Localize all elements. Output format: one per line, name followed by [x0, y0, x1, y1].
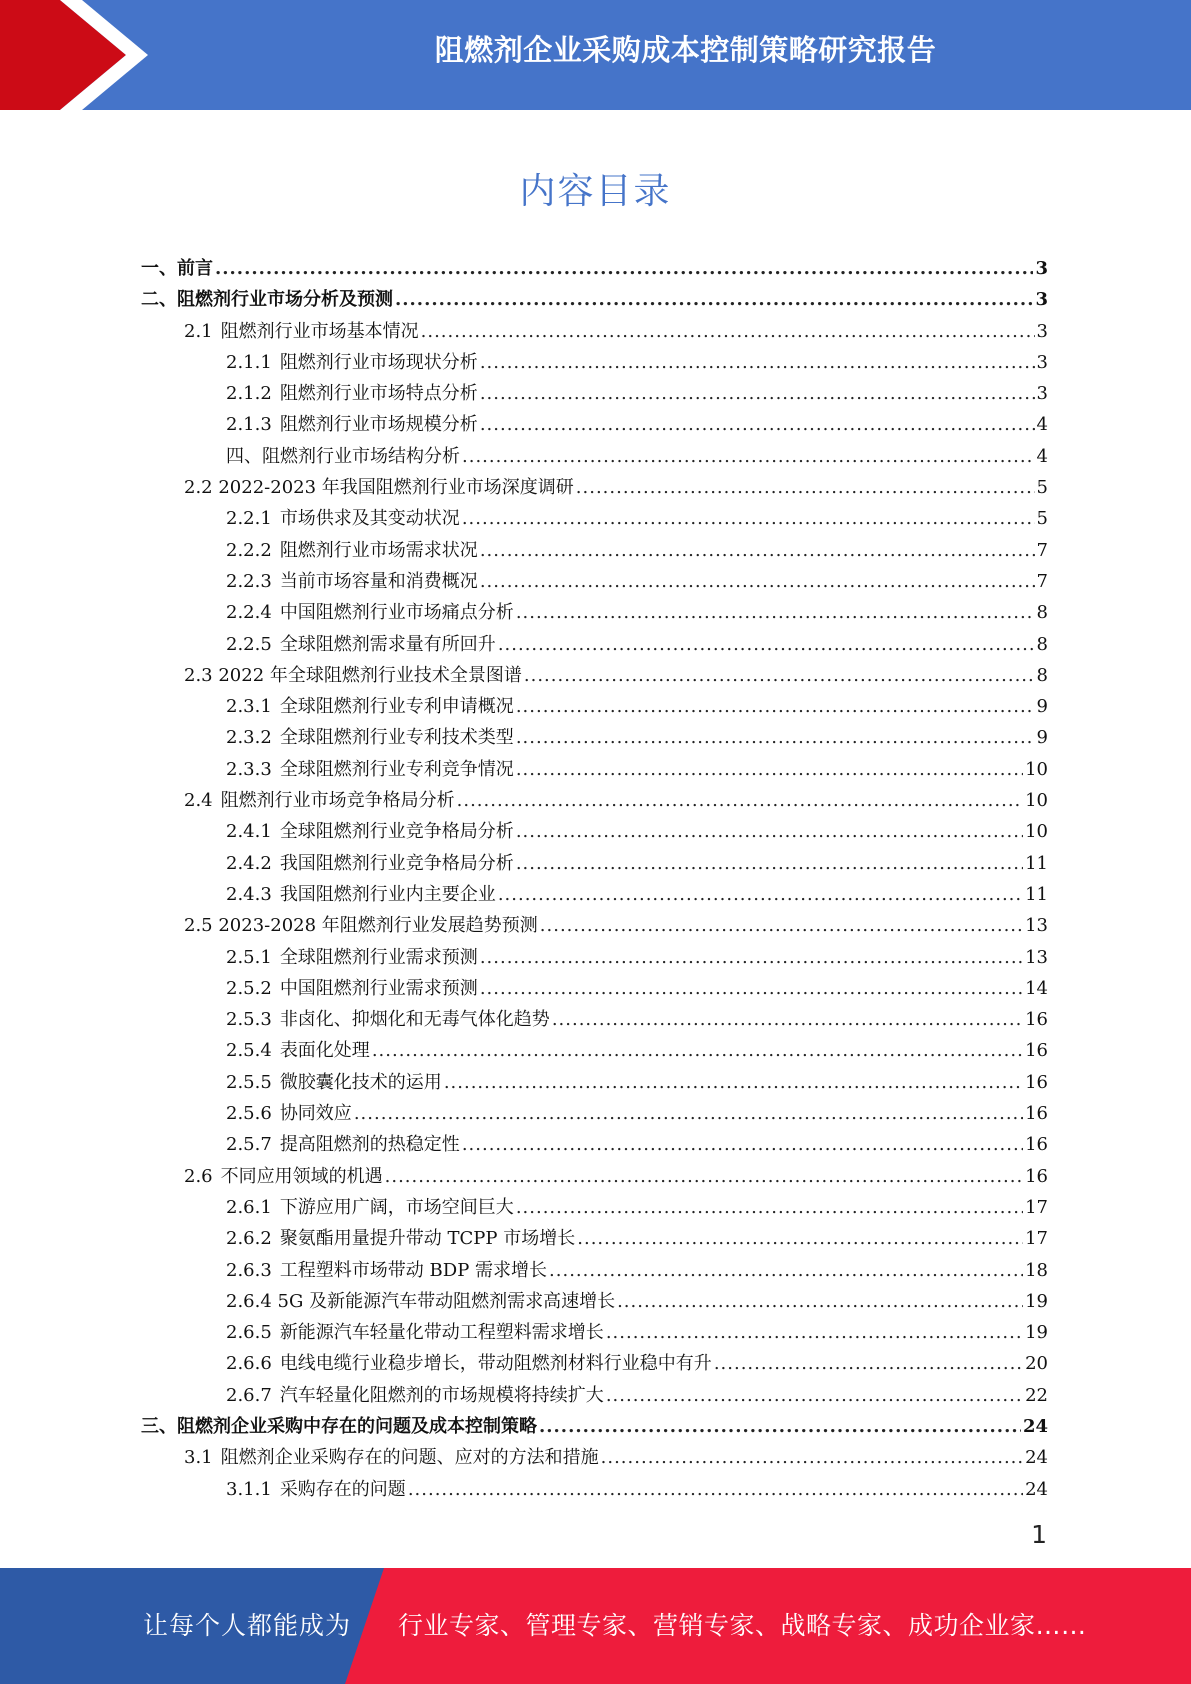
toc-entry-label: 阻燃剂行业市场基本情况	[220, 320, 419, 342]
toc-entry-label: 当前市场容量和消费概况	[279, 570, 478, 592]
toc-dot-leader	[516, 759, 1023, 780]
toc-entry-title	[226, 348, 478, 374]
toc-entry[interactable]	[141, 1005, 1048, 1036]
toc-entry-number: 2.1.1	[226, 351, 272, 373]
toc-entry-title	[184, 1162, 383, 1188]
toc-dot-leader	[516, 727, 1035, 748]
toc-entry-label: 我国阻燃剂行业竞争格局分析	[279, 852, 514, 874]
toc-entry-page: 3	[1035, 289, 1048, 311]
toc-entry-page: 19	[1025, 1290, 1048, 1312]
toc-entry[interactable]	[141, 1475, 1048, 1506]
toc-entry-label: 阻燃剂行业市场规模分析	[279, 414, 478, 436]
toc-entry-number: 2.2.1	[226, 508, 272, 530]
toc-entry[interactable]	[141, 1381, 1048, 1412]
toc-entry-label: 新能源汽车轻量化带动工程塑料需求增长	[279, 1322, 604, 1344]
toc-entry-page: 11	[1025, 852, 1048, 874]
toc-entry[interactable]	[141, 911, 1048, 942]
toc-entry-title	[184, 661, 522, 687]
toc-entry[interactable]	[141, 1224, 1048, 1255]
header-banner	[0, 0, 1191, 110]
toc-entry[interactable]	[141, 1318, 1048, 1349]
toc-entry[interactable]	[141, 817, 1048, 848]
toc-entry-title	[226, 1287, 615, 1313]
toc-entry-label: 二、阻燃剂行业市场分析及预测	[141, 289, 393, 311]
toc-entry[interactable]	[141, 786, 1048, 817]
toc-dot-leader	[372, 1040, 1023, 1061]
toc-dot-leader	[516, 821, 1023, 842]
toc-dot-leader	[385, 1166, 1023, 1187]
toc-entry-page: 16	[1025, 1071, 1048, 1093]
toc-dot-leader	[480, 352, 1035, 373]
toc-dot-leader	[480, 414, 1035, 435]
toc-entry-number: 2.5.4	[226, 1040, 272, 1062]
toc-entry-title	[226, 1256, 547, 1282]
toc-entry-page: 16	[1025, 1134, 1048, 1156]
toc-dot-leader	[354, 1103, 1023, 1124]
toc-entry-page: 9	[1036, 696, 1048, 718]
toc-entry-page: 16	[1025, 1165, 1048, 1187]
toc-entry[interactable]	[141, 1349, 1048, 1380]
toc-entry-page: 17	[1025, 1228, 1048, 1250]
toc-entry-label: 微胶囊化技术的运用	[279, 1071, 442, 1093]
toc-entry-title	[226, 723, 514, 749]
toc-dot-leader	[516, 1197, 1023, 1218]
toc-entry-page: 19	[1025, 1322, 1048, 1344]
toc-entry[interactable]	[141, 285, 1048, 316]
toc-entry-page: 22	[1025, 1384, 1048, 1406]
toc-entry-page: 24	[1025, 1478, 1048, 1500]
toc-entry-page: 9	[1036, 727, 1048, 749]
toc-entry-label: 2.2 2022-2023 年我国阻燃剂行业市场深度调研	[184, 477, 574, 499]
toc-entry-title	[226, 880, 496, 906]
toc-entry-label: 表面化处理	[279, 1040, 370, 1062]
toc-entry-title	[141, 285, 393, 311]
table-of-contents	[141, 254, 1048, 1506]
toc-entry-number: 2.4	[184, 790, 213, 812]
toc-entry-label: 四、阻燃剂行业市场结构分析	[226, 445, 460, 467]
toc-entry-title	[226, 1068, 442, 1094]
toc-entry-label: 市场供求及其变动状况	[279, 508, 460, 530]
toc-dot-leader	[516, 696, 1035, 717]
toc-entry-title	[226, 755, 514, 781]
toc-entry-label: 阻燃剂行业市场特点分析	[279, 383, 478, 405]
header-arrow-decoration	[0, 0, 170, 110]
toc-dot-leader	[714, 1353, 1023, 1374]
toc-entry-label: 阻燃剂企业采购存在的问题、应对的方法和措施	[220, 1447, 599, 1469]
report-title: 阻燃剂企业采购成本控制策略研究报告	[434, 33, 937, 67]
toc-entry-page: 3	[1036, 383, 1048, 405]
toc-entry[interactable]	[141, 1130, 1048, 1161]
toc-entry-title	[226, 1099, 352, 1125]
toc-entry-title	[141, 1412, 537, 1438]
toc-entry-title	[184, 911, 538, 937]
toc-dot-leader	[462, 446, 1035, 467]
toc-entry-label: 2.6.4 5G 及新能源汽车带动阻燃剂需求高速增长	[226, 1290, 616, 1312]
toc-entry[interactable]	[141, 379, 1048, 410]
toc-dot-leader	[408, 1479, 1023, 1500]
toc-entry-label: 聚氨酯用量提升带动 TCPP 市场增长	[279, 1228, 576, 1250]
toc-entry-label: 全球阻燃剂行业专利技术类型	[279, 727, 514, 749]
toc-entry-number: 3.1.1	[226, 1478, 272, 1500]
toc-entry-title	[226, 1381, 604, 1407]
toc-entry-number: 2.2.3	[226, 570, 272, 592]
toc-entry[interactable]	[141, 661, 1048, 692]
toc-dot-leader	[215, 258, 1033, 279]
toc-entry-page: 3	[1035, 258, 1048, 279]
footer-slogan-left: 让每个人都能成为	[143, 1611, 352, 1640]
toc-entry-label: 全球阻燃剂需求量有所回升	[279, 633, 496, 655]
footer-slogan-right: 行业专家、管理专家、营销专家、战略专家、成功企业家……	[398, 1611, 1087, 1640]
toc-entry[interactable]	[141, 943, 1048, 974]
toc-entry-title	[226, 630, 496, 656]
toc-dot-leader	[617, 1291, 1023, 1312]
toc-dot-leader	[395, 289, 1033, 310]
toc-entry[interactable]	[141, 630, 1048, 661]
toc-entry-page: 13	[1025, 946, 1048, 968]
toc-dot-leader	[539, 1416, 1021, 1437]
toc-entry-page: 4	[1036, 445, 1048, 467]
toc-entry-number: 2.6.5	[226, 1322, 272, 1344]
toc-entry-number: 2.2.4	[226, 602, 272, 624]
toc-entry[interactable]	[141, 1068, 1048, 1099]
toc-entry-title	[184, 317, 419, 343]
toc-entry[interactable]	[141, 1099, 1048, 1130]
toc-entry-title	[226, 1036, 370, 1062]
toc-entry-title	[184, 786, 455, 812]
toc-entry-number: 2.4.1	[226, 821, 272, 843]
toc-entry-page: 4	[1036, 414, 1048, 436]
toc-entry-title	[226, 410, 478, 436]
toc-dot-leader	[480, 947, 1023, 968]
toc-entry-number: 2.5.2	[226, 977, 272, 999]
toc-entry-title	[226, 1475, 406, 1501]
toc-entry-label: 2.5 2023-2028 年阻燃剂行业发展趋势预测	[184, 915, 538, 937]
toc-entry-label: 协同效应	[279, 1103, 352, 1125]
toc-dot-leader	[516, 853, 1023, 874]
toc-entry-number: 2.5.3	[226, 1009, 272, 1031]
toc-entry-label: 一、前言	[141, 258, 213, 279]
toc-dot-leader	[444, 1072, 1023, 1093]
toc-entry-page: 16	[1025, 1040, 1048, 1062]
toc-dot-leader	[462, 508, 1035, 529]
toc-entry-label: 全球阻燃剂行业专利申请概况	[279, 696, 514, 718]
toc-entry-label: 工程塑料市场带动 BDP 需求增长	[279, 1259, 548, 1281]
toc-entry-page: 7	[1036, 539, 1048, 561]
toc-entry-number: 2.6.3	[226, 1259, 272, 1281]
toc-entry[interactable]	[141, 1443, 1048, 1474]
toc-dot-leader	[498, 634, 1035, 655]
toc-entry-number: 2.1.2	[226, 383, 272, 405]
toc-dot-leader	[457, 790, 1023, 811]
toc-entry[interactable]	[141, 1287, 1048, 1318]
toc-dot-leader	[524, 665, 1035, 686]
toc-entry[interactable]	[141, 1412, 1048, 1443]
toc-entry[interactable]	[141, 317, 1048, 348]
toc-entry[interactable]	[141, 473, 1048, 504]
toc-entry-title	[141, 254, 213, 280]
toc-entry-page: 10	[1025, 790, 1048, 812]
toc-entry-number: 2.6.7	[226, 1384, 272, 1406]
toc-entry[interactable]	[141, 723, 1048, 754]
toc-entry-label: 非卤化、抑烟化和无毒气体化趋势	[279, 1009, 550, 1031]
toc-entry-title	[226, 692, 514, 718]
toc-entry-number: 2.5.5	[226, 1071, 272, 1093]
toc-entry[interactable]	[141, 254, 1048, 285]
toc-entry-number: 2.4.3	[226, 883, 272, 905]
toc-dot-leader	[480, 383, 1035, 404]
toc-entry-title	[226, 943, 478, 969]
toc-entry-title	[184, 1443, 599, 1469]
toc-dot-leader	[480, 571, 1035, 592]
toc-entry-number: 2.3.1	[226, 696, 272, 718]
toc-entry-page: 13	[1025, 915, 1048, 937]
toc-entry-label: 下游应用广阔，市场空间巨大	[279, 1196, 514, 1218]
toc-entry-page: 16	[1025, 1009, 1048, 1031]
toc-dot-leader	[480, 978, 1023, 999]
toc-entry-title	[226, 849, 514, 875]
toc-entry[interactable]	[141, 849, 1048, 880]
toc-entry-title	[226, 1349, 712, 1375]
toc-entry-title	[226, 1318, 604, 1344]
toc-entry-title	[184, 473, 574, 499]
toc-dot-leader	[421, 321, 1035, 342]
toc-entry[interactable]	[141, 1162, 1048, 1193]
toc-entry-title	[226, 567, 478, 593]
page-number: 1	[1031, 1520, 1047, 1549]
toc-dot-leader	[480, 540, 1035, 561]
toc-entry-page: 20	[1025, 1353, 1048, 1375]
toc-entry-label: 不同应用领域的机遇	[220, 1165, 383, 1187]
toc-dot-leader	[601, 1447, 1023, 1468]
toc-entry-page: 10	[1025, 821, 1048, 843]
toc-entry-label: 我国阻燃剂行业内主要企业	[279, 883, 496, 905]
toc-entry-page: 3	[1036, 320, 1048, 342]
toc-entry-page: 16	[1025, 1103, 1048, 1125]
toc-entry[interactable]	[141, 1193, 1048, 1224]
toc-entry-label: 阻燃剂行业市场竞争格局分析	[220, 790, 455, 812]
toc-entry-page: 17	[1025, 1196, 1048, 1218]
toc-entry-page: 8	[1036, 633, 1048, 655]
toc-entry-title	[226, 536, 478, 562]
toc-entry[interactable]	[141, 1036, 1048, 1067]
toc-entry-number: 2.6	[184, 1165, 213, 1187]
toc-entry-title	[226, 442, 460, 468]
toc-entry-page: 3	[1036, 351, 1048, 373]
toc-dot-leader	[606, 1322, 1023, 1343]
toc-entry-label: 三、阻燃剂企业采购中存在的问题及成本控制策略	[141, 1415, 537, 1437]
toc-dot-leader	[516, 602, 1035, 623]
toc-entry-title	[226, 817, 514, 843]
toc-entry-label: 采购存在的问题	[279, 1478, 406, 1500]
toc-entry-label: 阻燃剂行业市场现状分析	[279, 351, 478, 373]
toc-dot-leader	[498, 884, 1023, 905]
toc-entry-label: 中国阻燃剂行业需求预测	[279, 977, 478, 999]
toc-entry[interactable]	[141, 442, 1048, 473]
toc-entry-number: 3.1	[184, 1447, 213, 1469]
toc-entry-page: 18	[1025, 1259, 1048, 1281]
toc-dot-leader	[552, 1009, 1023, 1030]
toc-dot-leader	[606, 1385, 1023, 1406]
toc-dot-leader	[540, 915, 1023, 936]
toc-entry-title	[226, 1224, 575, 1250]
toc-entry-label: 2.3 2022 年全球阻燃剂行业技术全景图谱	[184, 664, 522, 686]
toc-entry-label: 全球阻燃剂行业需求预测	[279, 946, 478, 968]
toc-entry[interactable]	[141, 974, 1048, 1005]
toc-entry-title	[226, 379, 478, 405]
toc-entry-number: 2.6.6	[226, 1353, 272, 1375]
toc-entry-page: 8	[1036, 664, 1048, 686]
toc-entry-page: 11	[1025, 883, 1048, 905]
toc-entry-label: 电线电缆行业稳步增长，带动阻燃剂材料行业稳中有升	[279, 1353, 712, 1375]
toc-entry-page: 5	[1036, 508, 1048, 530]
toc-entry-number: 2.4.2	[226, 852, 272, 874]
toc-entry-title	[226, 1130, 460, 1156]
toc-entry-page: 5	[1036, 477, 1048, 499]
toc-dot-leader	[549, 1260, 1023, 1281]
toc-entry-number: 2.1	[184, 320, 213, 342]
toc-entry-number: 2.3.3	[226, 758, 272, 780]
toc-entry-page: 7	[1036, 570, 1048, 592]
toc-entry-title	[226, 1193, 514, 1219]
toc-entry-page: 14	[1025, 977, 1048, 999]
toc-entry[interactable]	[141, 504, 1048, 535]
toc-entry[interactable]	[141, 880, 1048, 911]
toc-entry-title	[226, 1005, 550, 1031]
toc-dot-leader	[577, 1228, 1023, 1249]
toc-entry[interactable]	[141, 567, 1048, 598]
toc-entry[interactable]	[141, 348, 1048, 379]
toc-entry-label: 全球阻燃剂行业专利竞争情况	[279, 758, 514, 780]
toc-entry-number: 2.1.3	[226, 414, 272, 436]
toc-entry-title	[226, 598, 514, 624]
toc-entry-number: 2.2.5	[226, 633, 272, 655]
toc-entry-label: 提高阻燃剂的热稳定性	[279, 1134, 460, 1156]
toc-entry-label: 中国阻燃剂行业市场痛点分析	[279, 602, 514, 624]
toc-entry-label: 汽车轻量化阻燃剂的市场规模将持续扩大	[279, 1384, 604, 1406]
toc-entry[interactable]	[141, 598, 1048, 629]
toc-heading: 内容目录	[519, 171, 672, 212]
toc-entry-title	[226, 974, 478, 1000]
toc-entry-label: 全球阻燃剂行业竞争格局分析	[279, 821, 514, 843]
toc-entry-number: 2.3.2	[226, 727, 272, 749]
toc-entry-page: 24	[1025, 1447, 1048, 1469]
toc-entry-number: 2.2.2	[226, 539, 272, 561]
toc-entry-number: 2.5.1	[226, 946, 272, 968]
toc-entry-page: 10	[1025, 758, 1048, 780]
toc-entry[interactable]	[141, 1256, 1048, 1287]
toc-dot-leader	[576, 477, 1035, 498]
toc-entry-label: 阻燃剂行业市场需求状况	[279, 539, 478, 561]
toc-entry-number: 2.5.6	[226, 1103, 272, 1125]
toc-entry-page: 24	[1022, 1415, 1048, 1437]
toc-entry-number: 2.6.2	[226, 1228, 272, 1250]
toc-entry-page: 8	[1036, 602, 1048, 624]
toc-entry[interactable]	[141, 755, 1048, 786]
toc-dot-leader	[462, 1134, 1023, 1155]
toc-entry-number: 2.6.1	[226, 1196, 272, 1218]
toc-entry[interactable]	[141, 410, 1048, 441]
toc-entry[interactable]	[141, 692, 1048, 723]
toc-entry-number: 2.5.7	[226, 1134, 272, 1156]
toc-entry[interactable]	[141, 536, 1048, 567]
footer-banner	[0, 1568, 1191, 1684]
toc-entry-title	[226, 504, 460, 530]
